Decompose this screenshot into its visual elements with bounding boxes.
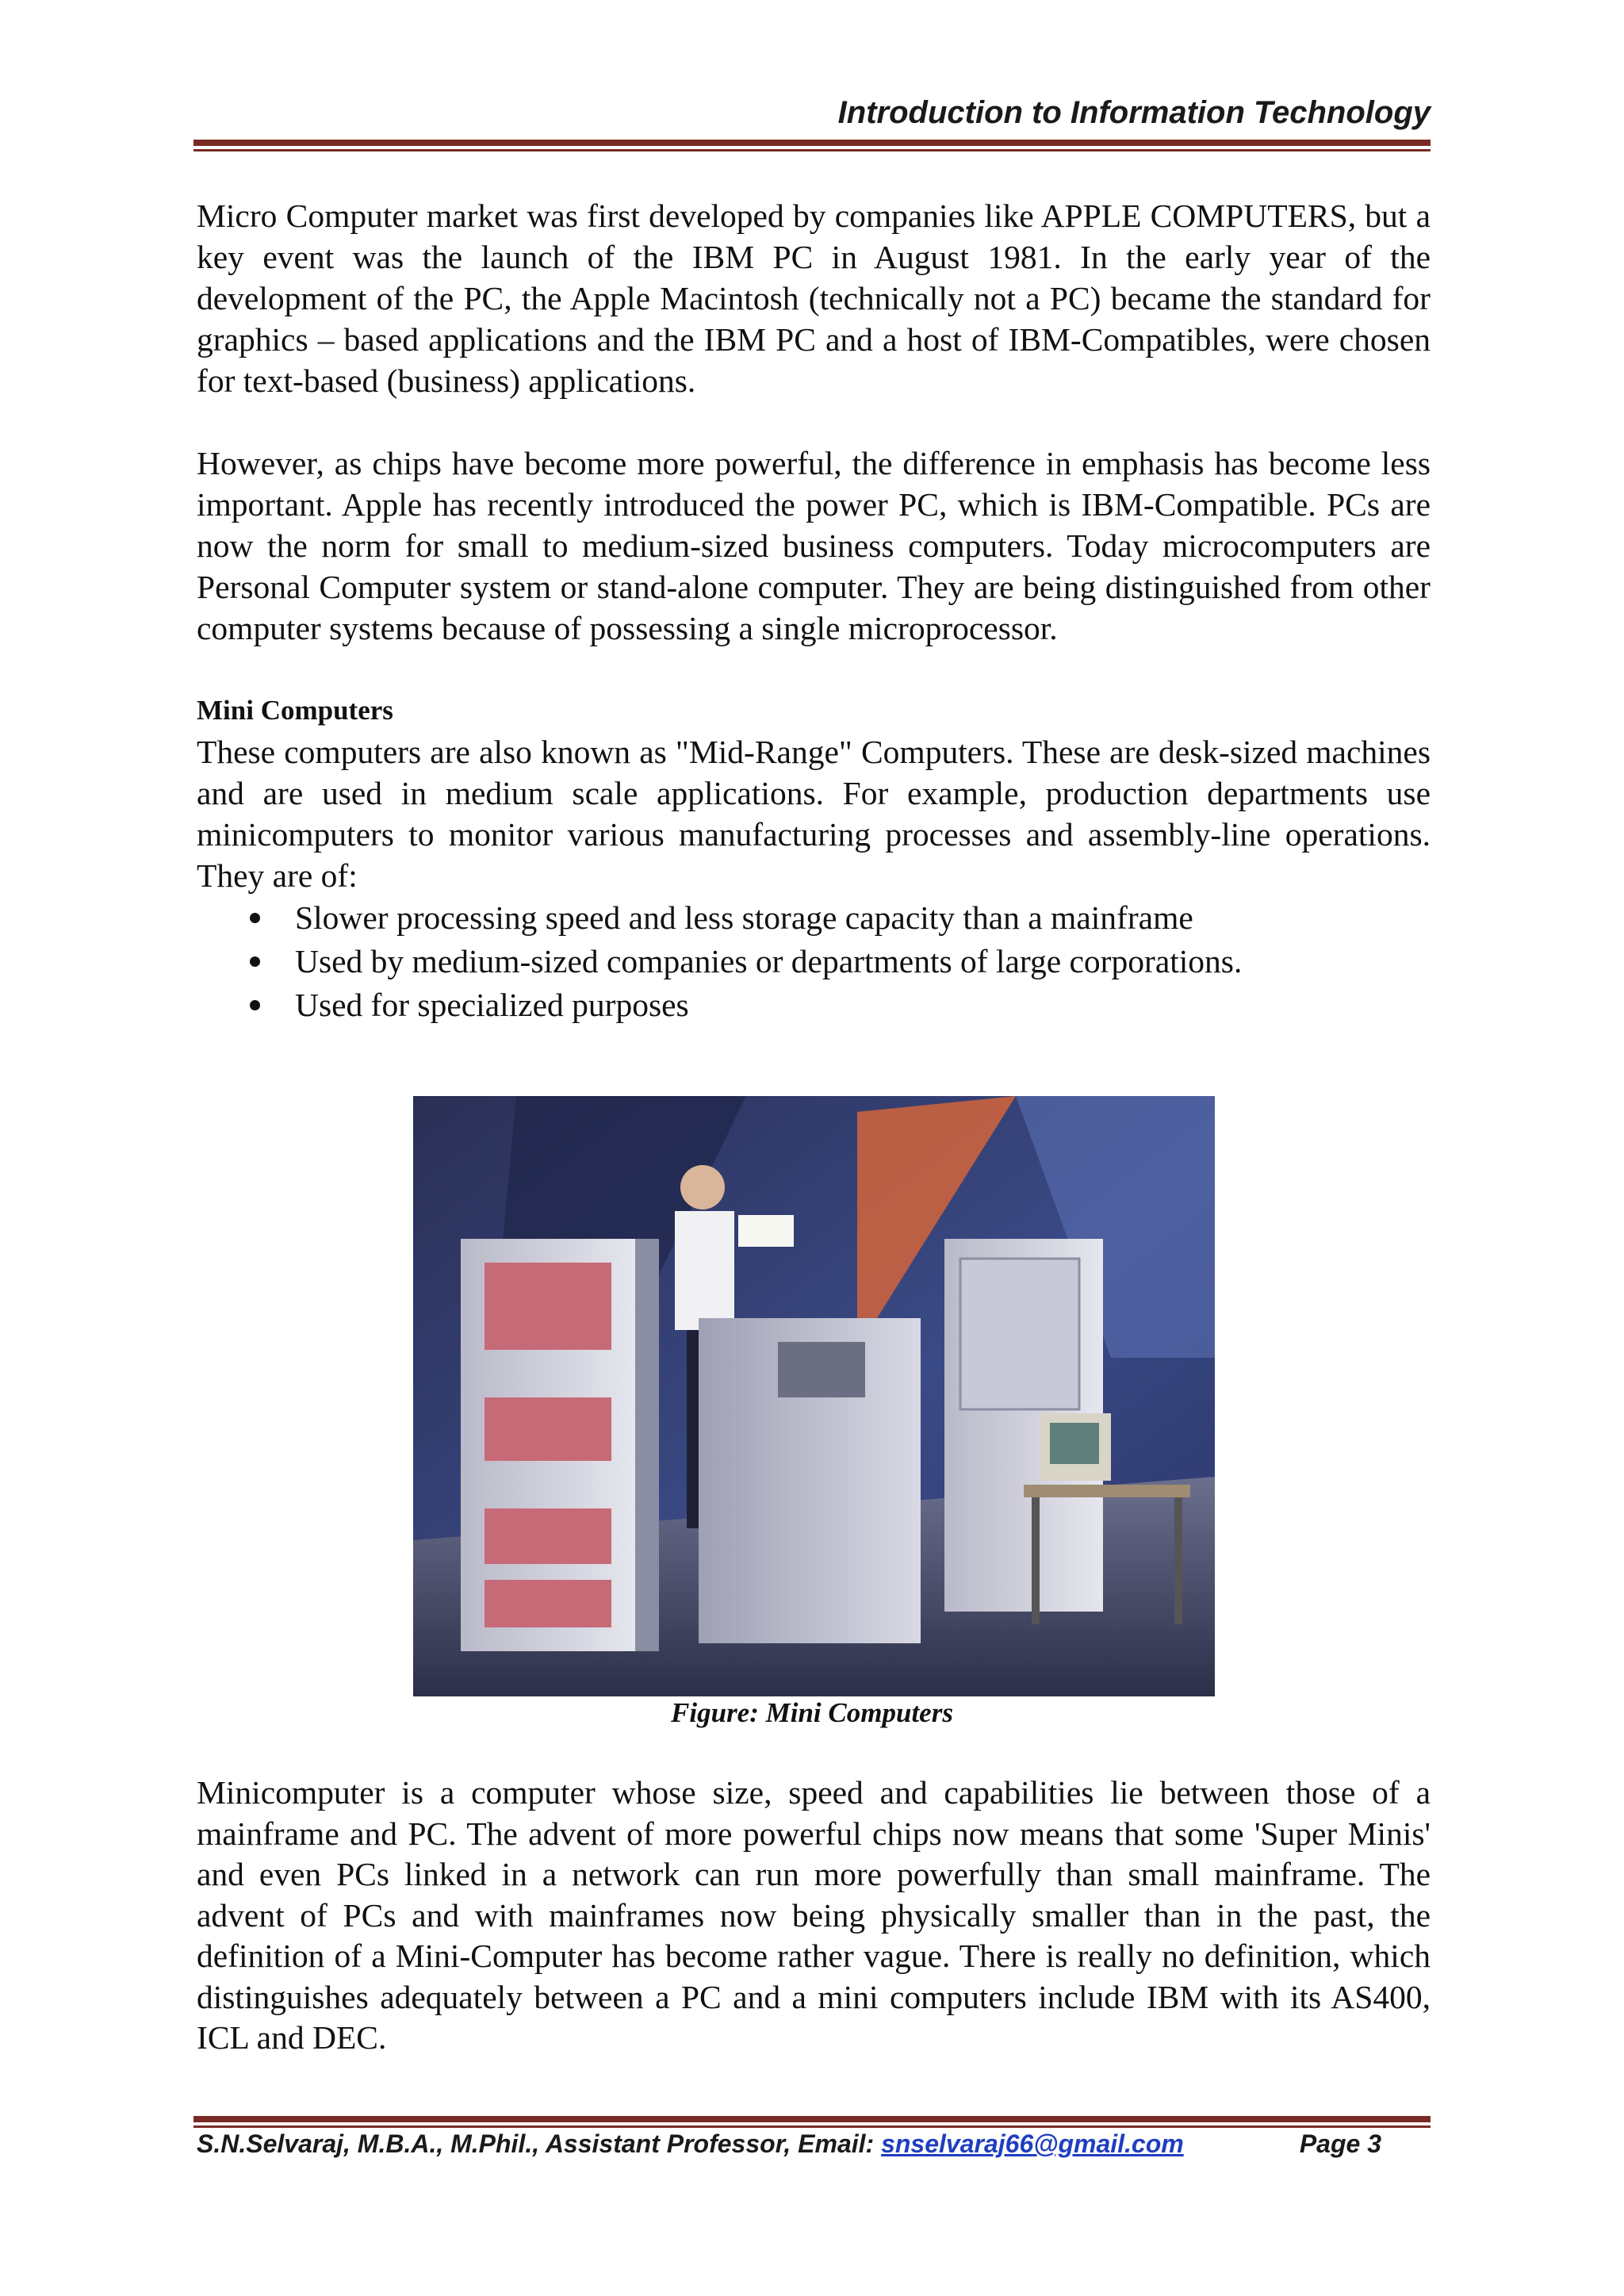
figure-caption: Figure: Mini Computers — [671, 1697, 953, 1728]
page-number: Page 3 — [1299, 2129, 1381, 2158]
footer-rule — [193, 2116, 1431, 2128]
list-item: Slower processing speed and less storage capacity than a mainframe — [197, 896, 1431, 940]
header-rule — [193, 140, 1431, 151]
body-content-bottom — [197, 1773, 1431, 2059]
mini-computers-photo — [413, 1096, 1215, 1696]
paragraph-minicomputer-definition: Minicomputer is a computer whose size, speed and capabilities lie between those of a mainframe and PC. The advent of more powerful chips now means that some 'Super Minis' and even PCs linked in a network can run more powerfully than small mainframe. The advent of PCs and with mainframes now being physically smaller than in the past, the definition of a Mini-Computer has become rather vague. There is really no definition, which distinguishes adequately between a PC and a mini computers include IBM with its AS400, ICL and DEC. — [197, 1774, 1431, 2056]
paragraph-chips-powerful: However, as chips have become more powerful, the difference in emphasis has become less important. Apple has recently introduced the power PC, which is IBM-Compatible. PCs are now the norm for small to medium-sized business computers. Today microcomputers are Personal Computer system or stand-alone computer. They are being distinguished from other computer systems because of possessing a single microprocessor. — [197, 445, 1431, 646]
footer-email-link[interactable]: snselvaraj66@gmail.com — [881, 2129, 1184, 2158]
footer-author: S.N.Selvaraj, M.B.A., M.Phil., Assistant Professor, Email: — [197, 2129, 882, 2158]
paragraph-micro-computer-market: Micro Computer market was first developed by companies like APPLE COMPUTERS, but a key event was the launch of the IBM PC in August 1981. In the early year of the development of the PC, the Apple Macintosh (technically not a PC) became the standard for graphics – based applications and the IBM PC and a host of IBM-Compatibles, were chosen for text-based (business) applications. — [197, 197, 1431, 399]
paragraph-mini-computers-intro: These computers are also known as "Mid-Range" Computers. These are desk-sized machines and are used in medium scale applications. For example, production departments use minicomputers to monitor various manufacturing processes and assembly-line operations. They are of: — [197, 734, 1431, 894]
list-item: Used for specialized purposes — [197, 983, 1431, 1027]
list-item: Used by medium-sized companies or departments of large corporations. — [197, 940, 1431, 983]
bullet-list — [197, 896, 1431, 1027]
section-heading-mini-computers: Mini Computers — [197, 695, 393, 726]
body-content-top — [197, 195, 1431, 1027]
footer — [197, 2129, 1431, 2159]
header-title: Introduction to Information Technology — [837, 95, 1431, 130]
